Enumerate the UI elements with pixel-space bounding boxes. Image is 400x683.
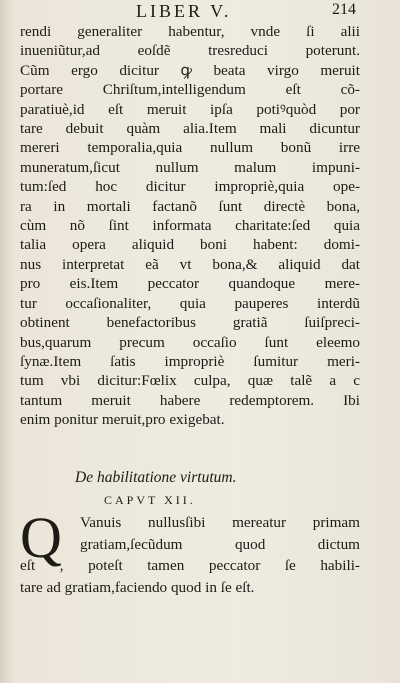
text-line: Cũm ergo dicitur ꝙ beata virgo meruit (20, 61, 360, 79)
text-line: paratiuè,id eſt meruit ipſa potiꝰquòd por (20, 100, 360, 118)
text-line: talia opera aliquid boni habent: domi- (20, 236, 360, 254)
body-paragraph (20, 22, 360, 430)
text-line: enim ponitur meruit,pro exigebat. (20, 411, 225, 429)
drop-cap-initial: Q (20, 505, 62, 570)
text-line: obtinent benefactoribus gratiã ſuiſpreci- (20, 314, 360, 332)
text-line: tare debuit quàm alia.Item mali dicuntur (20, 120, 360, 138)
page-header (0, 0, 400, 22)
running-head: LIBER V. (136, 1, 232, 21)
text-line: ſynæ.Item ſatis impropriè ſumitur meri- (20, 352, 360, 370)
text-line: portare Chriſtum,intelligendum eſt cõ- (20, 81, 360, 99)
text-line: tantum meruit habere redemptorem. Ibi (20, 391, 360, 409)
text-line: ra in mortali factanõ ſunt directè bona, (20, 197, 360, 215)
section-subheading: De habilitatione virtutum. (75, 469, 237, 486)
text-line: bus,quarum precum occaſio ſunt eleemo (20, 333, 360, 351)
text-line: cùm nõ ſint informata charitate:ſed quia (20, 217, 360, 235)
chapter-heading: CAPVT XII. (104, 493, 196, 507)
page-number: 214 (332, 1, 356, 18)
chapter-paragraph (20, 505, 360, 598)
text-line: mereri temporalia,quia nullum bonũ irre (20, 139, 360, 157)
text-line: inueniũtur,ad eoſdẽ tresreduci poterunt. (20, 42, 360, 60)
text-line: nus interpretat eã vt bona,& aliquid dat (20, 255, 360, 273)
text-line: Vanuis nullusſibi mereatur primam (80, 514, 360, 531)
text-line: gratiam,ſecũdum quod dictum (80, 535, 360, 553)
text-line: tare ad gratiam,faciendo quod in ſe eſt. (20, 578, 255, 596)
text-line: tum:ſed hoc dicitur impropriè,quia ope- (20, 178, 360, 196)
text-line: pro eis.Item peccator quandoque mere- (20, 275, 360, 293)
text-line: tum vbi dicitur:Fœlix culpa, quæ talẽ a c (20, 372, 360, 390)
text-line: tur occaſionaliter, quia pauperes interdũ (20, 294, 360, 312)
text-line: muneratum,ſicut nullum malum impuni- (20, 158, 360, 176)
text-line: eſt , poteſt tamen peccator ſe habili- (20, 557, 360, 574)
text-line: rendi generaliter habentur, vnde ſi alii (20, 23, 360, 40)
